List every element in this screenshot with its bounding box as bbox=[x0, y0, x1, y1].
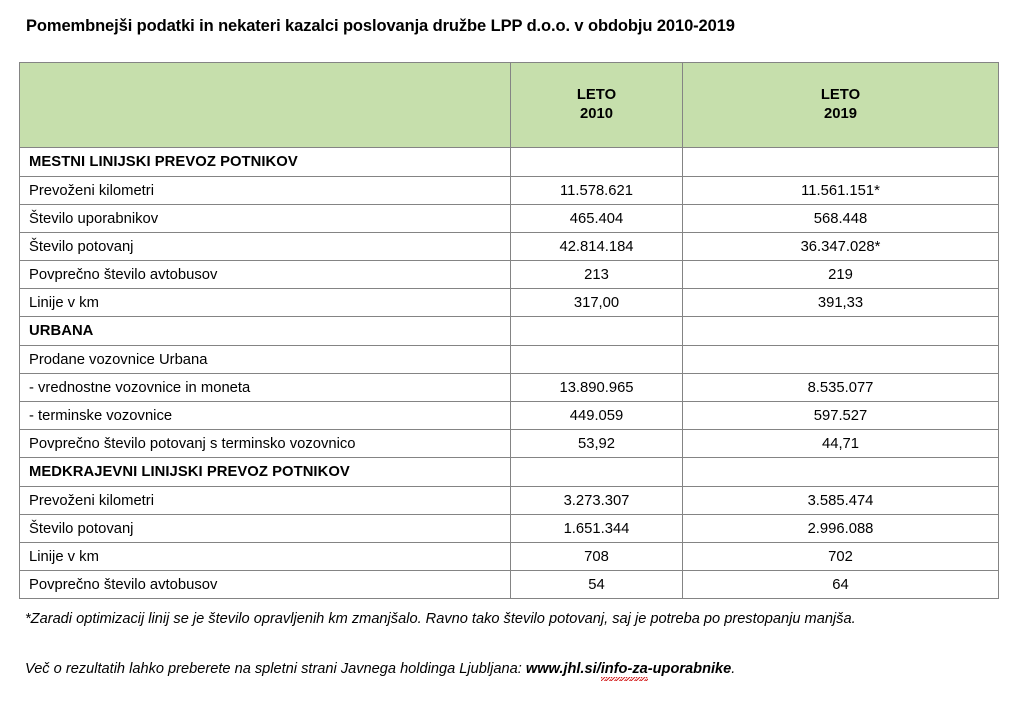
cell-2010: 1.651.344 bbox=[511, 515, 683, 543]
table-row bbox=[20, 205, 999, 233]
column-header-indicator bbox=[20, 63, 511, 148]
table-row bbox=[20, 571, 999, 599]
footnote-more-info-text: Več o rezultatih lahko preberete na spletni strani Javnega holdinga Ljubljana: bbox=[25, 661, 526, 677]
column-header-2019-line1: LETO bbox=[820, 87, 861, 104]
footnote-asterisk: *Zaradi optimizacij linij se je število opravljenih km zmanjšalo. Ravno tako število potovanj, saj je potreba po prestopanju manjša. bbox=[25, 611, 856, 627]
url-part-domain: www.jhl.si/ bbox=[525, 661, 601, 677]
cell-2019 bbox=[683, 148, 999, 177]
cell-2010 bbox=[511, 458, 683, 487]
table-row bbox=[20, 487, 999, 515]
cell-2010 bbox=[511, 346, 683, 374]
cell-2010: 317,00 bbox=[511, 289, 683, 317]
table-row bbox=[20, 233, 999, 261]
table-row bbox=[20, 374, 999, 402]
row-label: Povprečno število potovanj s terminsko vozovnico bbox=[20, 430, 511, 458]
url-part-spellchecked: info-za bbox=[600, 661, 648, 677]
jhl-website-link[interactable] bbox=[526, 661, 731, 677]
row-label: Prodane vozovnice Urbana bbox=[20, 346, 511, 374]
row-label: Linije v km bbox=[20, 289, 511, 317]
table-section-row bbox=[20, 317, 999, 346]
row-label: Povprečno število avtobusov bbox=[20, 571, 511, 599]
table-row bbox=[20, 289, 999, 317]
cell-2019 bbox=[683, 317, 999, 346]
section-label: MESTNI LINIJSKI PREVOZ POTNIKOV bbox=[20, 148, 511, 177]
row-label: Število potovanj bbox=[20, 233, 511, 261]
statistics-table bbox=[19, 62, 999, 599]
cell-2010: 13.890.965 bbox=[511, 374, 683, 402]
cell-2010: 53,92 bbox=[511, 430, 683, 458]
row-label: Število uporabnikov bbox=[20, 205, 511, 233]
cell-2010: 213 bbox=[511, 261, 683, 289]
column-header-2019-line2: 2019 bbox=[824, 106, 857, 122]
table-section-row bbox=[20, 458, 999, 487]
cell-2010: 708 bbox=[511, 543, 683, 571]
cell-2019: 44,71 bbox=[683, 430, 999, 458]
page-title: Pomembnejši podatki in nekateri kazalci poslovanja družbe LPP d.o.o. v obdobju 2010-2019 bbox=[26, 17, 735, 35]
cell-2010: 54 bbox=[511, 571, 683, 599]
column-header-2019 bbox=[683, 63, 999, 148]
cell-2019: 219 bbox=[683, 261, 999, 289]
cell-2010: 42.814.184 bbox=[511, 233, 683, 261]
cell-2010: 11.578.621 bbox=[511, 177, 683, 205]
cell-2019: 391,33 bbox=[683, 289, 999, 317]
row-label: Število potovanj bbox=[20, 515, 511, 543]
row-label: Prevoženi kilometri bbox=[20, 177, 511, 205]
table-row bbox=[20, 543, 999, 571]
row-label: - vrednostne vozovnice in moneta bbox=[20, 374, 511, 402]
cell-2010: 465.404 bbox=[511, 205, 683, 233]
table-section-row bbox=[20, 148, 999, 177]
footnote-period: . bbox=[731, 661, 736, 677]
cell-2019: 11.561.151* bbox=[683, 177, 999, 205]
table-header bbox=[20, 63, 999, 148]
cell-2019 bbox=[683, 346, 999, 374]
cell-2019: 2.996.088 bbox=[683, 515, 999, 543]
cell-2019: 36.347.028* bbox=[683, 233, 999, 261]
cell-2019: 702 bbox=[683, 543, 999, 571]
cell-2019: 8.535.077 bbox=[683, 374, 999, 402]
cell-2019 bbox=[683, 458, 999, 487]
row-label: Povprečno število avtobusov bbox=[20, 261, 511, 289]
cell-2019: 3.585.474 bbox=[683, 487, 999, 515]
section-label: URBANA bbox=[20, 317, 511, 346]
statistics-table-container bbox=[19, 62, 998, 599]
cell-2010: 449.059 bbox=[511, 402, 683, 430]
url-part-path: -uporabnike bbox=[647, 661, 732, 677]
footnote-more-info bbox=[25, 661, 735, 677]
section-label: MEDKRAJEVNI LINIJSKI PREVOZ POTNIKOV bbox=[20, 458, 511, 487]
table-header-row bbox=[20, 63, 999, 148]
column-header-2010-line2: 2010 bbox=[580, 106, 613, 122]
table-row bbox=[20, 402, 999, 430]
table-row bbox=[20, 430, 999, 458]
cell-2019: 568.448 bbox=[683, 205, 999, 233]
cell-2010: 3.273.307 bbox=[511, 487, 683, 515]
column-header-2010 bbox=[511, 63, 683, 148]
row-label: Linije v km bbox=[20, 543, 511, 571]
row-label: Prevoženi kilometri bbox=[20, 487, 511, 515]
cell-2019: 64 bbox=[683, 571, 999, 599]
table-row bbox=[20, 261, 999, 289]
cell-2019: 597.527 bbox=[683, 402, 999, 430]
table-body bbox=[20, 148, 999, 599]
table-row bbox=[20, 177, 999, 205]
cell-2010 bbox=[511, 317, 683, 346]
cell-2010 bbox=[511, 148, 683, 177]
table-row bbox=[20, 346, 999, 374]
row-label: - terminske vozovnice bbox=[20, 402, 511, 430]
column-header-2010-line1: LETO bbox=[576, 87, 617, 104]
table-row bbox=[20, 515, 999, 543]
